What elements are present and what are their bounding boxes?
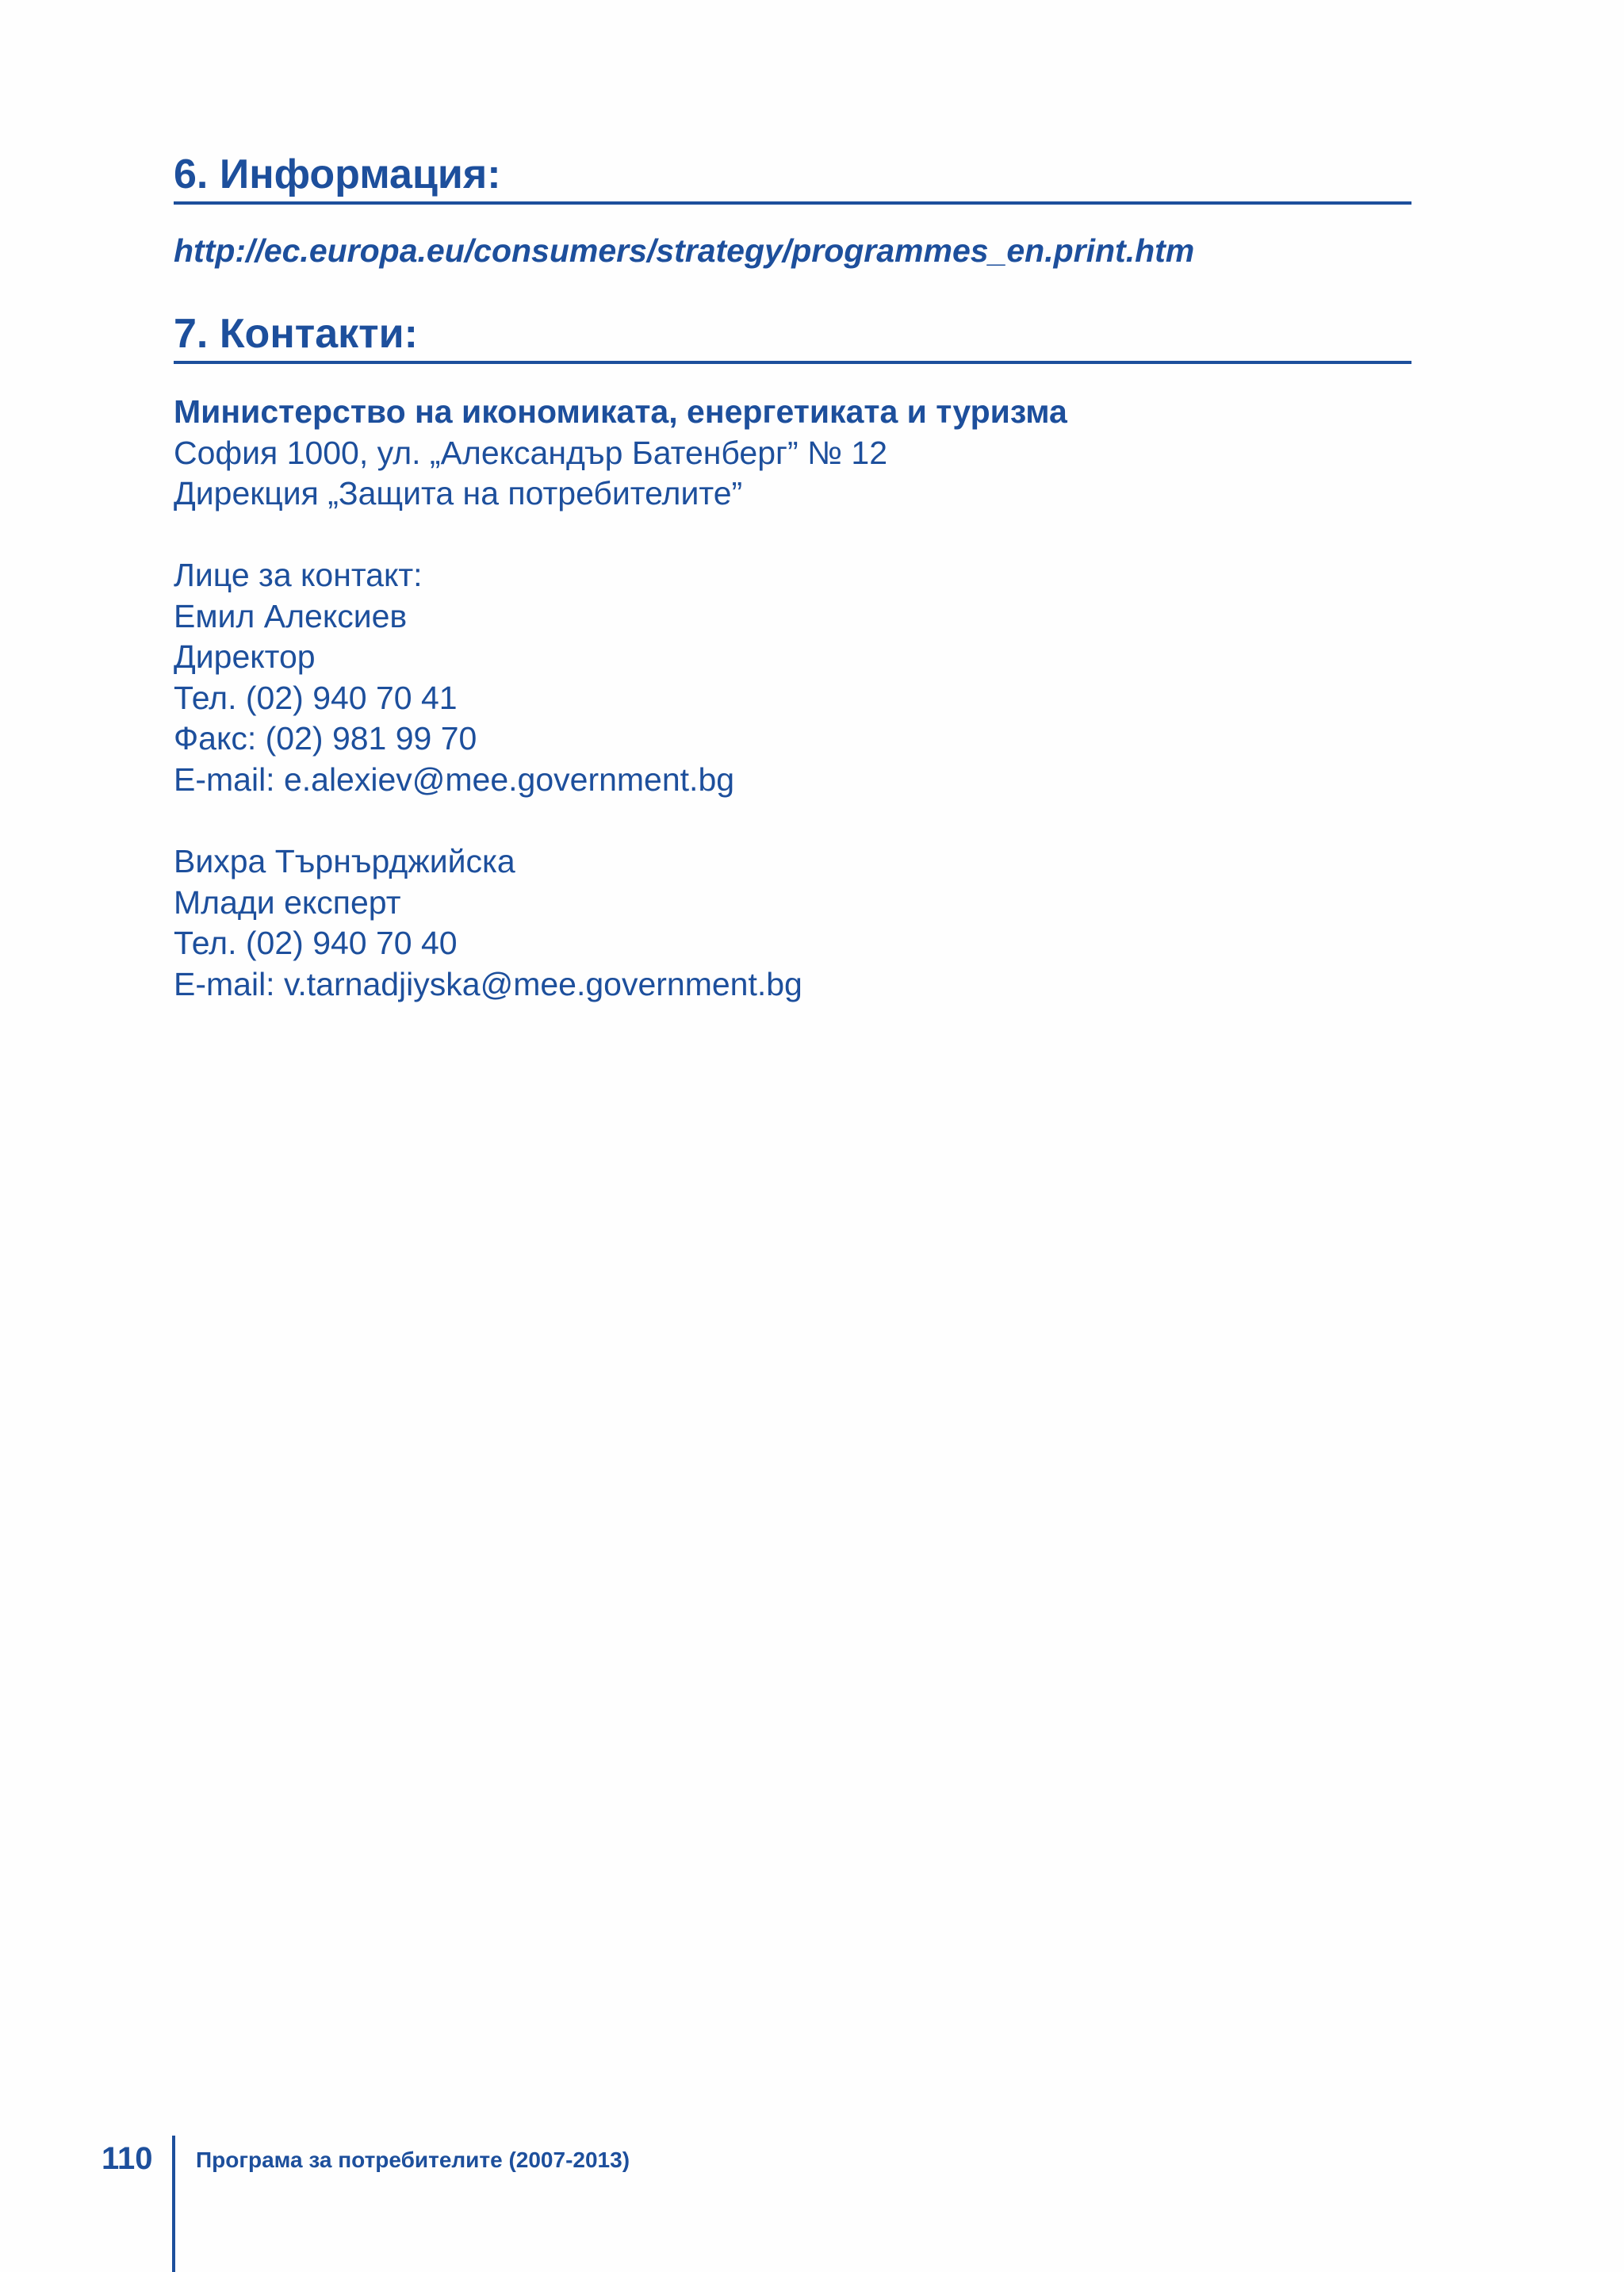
footer-divider (172, 2136, 175, 2272)
second-contact-name: Вихра Търнърджийска (174, 843, 515, 879)
contact-person-fax: Факс: (02) 981 99 70 (174, 720, 477, 757)
page-number: 110 (102, 2141, 153, 2176)
section-heading-information: 6. Информация: (174, 151, 1411, 205)
ministry-contact-block (174, 392, 1067, 515)
ministry-department: Дирекция „Защита на потребителите” (174, 475, 743, 511)
contact-person-position: Директор (174, 638, 316, 675)
ministry-address: София 1000, ул. „Александър Батенберг” № 12 (174, 434, 888, 471)
second-contact-email: E-mail: v.tarnadjiyska@mee.government.bg (174, 965, 802, 1002)
contact-person-block (174, 555, 734, 800)
contact-person-email: E-mail: e.alexiev@mee.government.bg (174, 761, 735, 798)
contact-person-phone: Тел. (02) 940 70 41 (174, 679, 458, 716)
footer-title: Програма за потребителите (2007-2013) (196, 2147, 630, 2172)
section-heading-contacts: 7. Контакти: (174, 310, 1411, 364)
second-contact-phone: Тел. (02) 940 70 40 (174, 925, 458, 961)
information-link[interactable]: http://ec.europa.eu/consumers/strategy/programmes_en.print.htm (174, 232, 1195, 269)
ministry-name: Министерство на икономиката, енергетиката и туризма (174, 393, 1067, 430)
contact-person-name: Емил Алексиев (174, 597, 408, 634)
contact-person-label: Лице за контакт: (174, 557, 423, 593)
second-contact-position: Млади експерт (174, 883, 401, 921)
second-contact-person-block (174, 841, 802, 1005)
